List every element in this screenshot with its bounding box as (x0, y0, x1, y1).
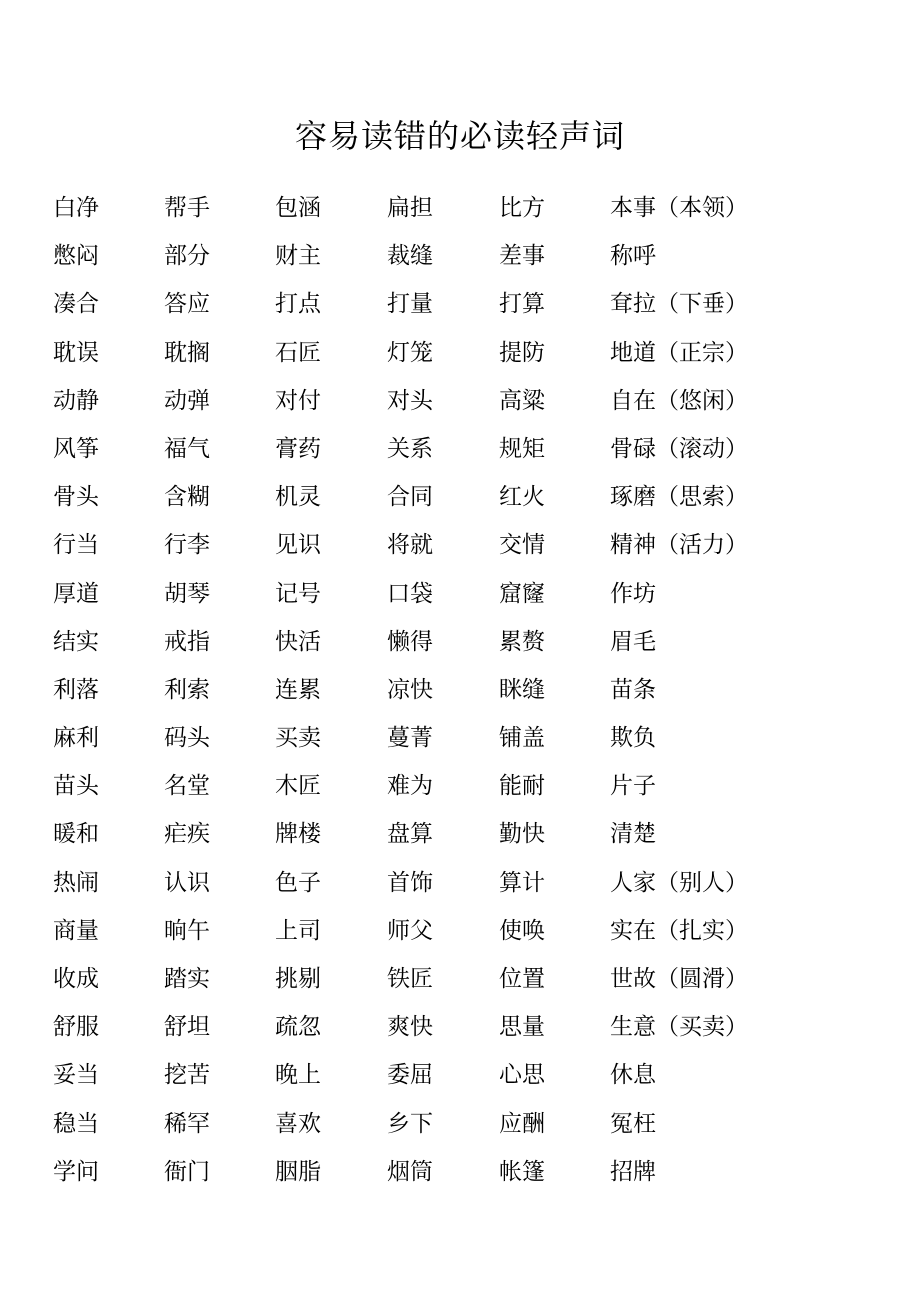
word-cell: 称呼 (610, 243, 656, 270)
word-cell: 苗头 (53, 773, 99, 800)
word-cell: 码头 (164, 725, 210, 752)
word-cell: 对头 (387, 387, 433, 414)
word-cell: 心思 (499, 1062, 545, 1089)
word-cell: 眯缝 (499, 676, 545, 703)
word-cell: 戒指 (164, 628, 210, 655)
word-cell: 木匠 (275, 773, 321, 800)
word-cell: 舒坦 (164, 1014, 210, 1041)
word-cell: 胡琴 (164, 580, 210, 607)
word-cell: 学问 (53, 1158, 99, 1185)
word-cell: 动弹 (164, 387, 210, 414)
word-cell: 对付 (275, 387, 321, 414)
word-cell: 位置 (499, 966, 545, 992)
word-cell: 清楚 (610, 821, 656, 848)
word-cell: 休息 (610, 1062, 656, 1089)
word-cell: 比方 (499, 195, 545, 221)
word-cell: 冤枉 (610, 1110, 656, 1137)
word-cell: 打点 (275, 291, 321, 318)
word-row (53, 907, 883, 955)
word-cell: 红火 (499, 484, 545, 511)
word-cell: 灯笼 (387, 339, 433, 366)
word-row (53, 521, 883, 569)
word-cell: 凑合 (53, 291, 99, 318)
word-cell: 懒得 (387, 628, 433, 655)
word-cell: 记号 (275, 580, 321, 607)
word-cell: 合同 (387, 484, 433, 511)
word-cell: 财主 (275, 243, 321, 270)
word-row (53, 1051, 883, 1099)
word-cell: 暖和 (53, 821, 99, 848)
word-row (53, 666, 883, 714)
word-cell: 福气 (164, 435, 210, 462)
word-cell: 帐篷 (499, 1158, 545, 1185)
word-cell: 热闹 (53, 869, 99, 896)
word-row (53, 618, 883, 666)
word-cell: 机灵 (275, 484, 321, 511)
word-cell: 厚道 (53, 580, 99, 607)
word-cell: 师父 (387, 917, 433, 944)
word-cell: 使唤 (499, 917, 545, 944)
word-cell: 自在（悠闲） (610, 387, 748, 414)
word-cell: 难为 (387, 773, 433, 800)
word-cell: 算计 (499, 869, 545, 896)
word-row (53, 232, 883, 280)
word-cell: 窟窿 (499, 580, 545, 607)
word-cell: 欺负 (610, 725, 656, 752)
word-cell: 口袋 (387, 580, 433, 607)
word-cell: 眉毛 (610, 628, 656, 655)
word-cell: 膏药 (275, 435, 321, 462)
word-cell: 行李 (164, 532, 210, 559)
word-cell: 麻利 (53, 725, 99, 752)
word-row (53, 714, 883, 762)
word-cell: 牌楼 (275, 821, 321, 848)
word-cell: 烟筒 (387, 1158, 433, 1185)
word-cell: 扁担 (387, 195, 433, 221)
word-cell: 琢磨（思索） (610, 484, 748, 511)
word-row (53, 473, 883, 521)
word-cell: 委屈 (387, 1062, 433, 1089)
word-cell: 包涵 (275, 195, 321, 221)
word-cell: 打量 (387, 291, 433, 318)
word-cell: 疟疾 (164, 821, 210, 848)
word-cell: 差事 (499, 243, 545, 270)
word-cell: 骨头 (53, 484, 99, 511)
word-cell: 结实 (53, 628, 99, 655)
word-row (53, 1148, 883, 1196)
word-row (53, 810, 883, 858)
word-cell: 利索 (164, 676, 210, 703)
word-cell: 地道（正宗） (610, 339, 748, 366)
word-cell: 石匠 (275, 339, 321, 366)
word-row (53, 184, 883, 232)
word-cell: 生意（买卖） (610, 1014, 748, 1041)
word-cell: 利落 (53, 676, 99, 703)
word-cell: 挖苦 (164, 1062, 210, 1089)
word-cell: 将就 (387, 532, 433, 559)
word-cell: 收成 (53, 966, 99, 992)
word-cell: 凉快 (387, 676, 433, 703)
word-cell: 爽快 (387, 1014, 433, 1041)
word-cell: 疏忽 (275, 1014, 321, 1041)
word-cell: 动静 (53, 387, 99, 414)
word-cell: 风筝 (53, 435, 99, 462)
word-cell: 规矩 (499, 435, 545, 462)
word-cell: 耷拉（下垂） (610, 291, 748, 318)
word-cell: 挑剔 (275, 966, 321, 992)
word-row (53, 329, 883, 377)
word-cell: 连累 (275, 676, 321, 703)
word-cell: 铁匠 (387, 966, 433, 992)
word-row (53, 570, 883, 618)
word-cell: 勤快 (499, 821, 545, 848)
word-row (53, 1100, 883, 1148)
page-title: 容易读错的必读轻声词 (294, 117, 625, 155)
word-cell: 精神（活力） (610, 532, 748, 559)
word-cell: 世故（圆滑） (610, 966, 748, 992)
word-cell: 本事（本领） (610, 195, 748, 221)
word-cell: 能耐 (499, 773, 545, 800)
word-cell: 累赘 (499, 628, 545, 655)
word-cell: 含糊 (164, 484, 210, 511)
word-cell: 作坊 (610, 580, 656, 607)
word-cell: 耽搁 (164, 339, 210, 366)
word-cell: 铺盖 (499, 725, 545, 752)
word-cell: 招牌 (610, 1158, 656, 1185)
word-cell: 应酬 (499, 1110, 545, 1137)
word-cell: 蔓菁 (387, 725, 433, 752)
word-cell: 部分 (164, 243, 210, 270)
word-cell: 晌午 (164, 917, 210, 944)
word-cell: 憋闷 (53, 243, 99, 270)
word-cell: 思量 (499, 1014, 545, 1041)
word-cell: 提防 (499, 339, 545, 366)
word-cell: 答应 (164, 291, 210, 318)
word-cell: 白净 (53, 195, 99, 221)
word-cell: 商量 (53, 917, 99, 944)
word-row (53, 859, 883, 907)
word-cell: 稳当 (53, 1110, 99, 1137)
word-cell: 行当 (53, 532, 99, 559)
word-cell: 认识 (164, 869, 210, 896)
word-cell: 买卖 (275, 725, 321, 752)
word-cell: 上司 (275, 917, 321, 944)
word-cell: 片子 (610, 773, 656, 800)
word-row (53, 1003, 883, 1051)
word-cell: 喜欢 (275, 1110, 321, 1137)
word-cell: 实在（扎实） (610, 917, 748, 944)
word-cell: 苗条 (610, 676, 656, 703)
word-cell: 关系 (387, 435, 433, 462)
word-cell: 胭脂 (275, 1158, 321, 1185)
word-cell: 打算 (499, 291, 545, 318)
word-cell: 色子 (275, 869, 321, 896)
word-cell: 稀罕 (164, 1110, 210, 1137)
word-cell: 乡下 (387, 1110, 433, 1137)
word-cell: 踏实 (164, 966, 210, 992)
word-cell: 高粱 (499, 387, 545, 414)
word-row (53, 280, 883, 328)
word-cell: 首饰 (387, 869, 433, 896)
word-cell: 交情 (499, 532, 545, 559)
word-cell: 晚上 (275, 1062, 321, 1089)
word-cell: 舒服 (53, 1014, 99, 1041)
word-row (53, 955, 883, 1003)
word-cell: 盘算 (387, 821, 433, 848)
word-row (53, 425, 883, 473)
word-cell: 名堂 (164, 773, 210, 800)
word-row (53, 377, 883, 425)
word-cell: 衙门 (164, 1158, 210, 1185)
word-cell: 骨碌（滚动） (610, 435, 748, 462)
word-cell: 裁缝 (387, 243, 433, 270)
word-cell: 见识 (275, 532, 321, 559)
word-cell: 人家（别人） (610, 869, 748, 896)
word-cell: 帮手 (164, 195, 210, 221)
word-cell: 妥当 (53, 1062, 99, 1089)
word-row (53, 762, 883, 810)
word-cell: 耽误 (53, 339, 99, 366)
word-grid (53, 184, 883, 1196)
word-cell: 快活 (275, 628, 321, 655)
